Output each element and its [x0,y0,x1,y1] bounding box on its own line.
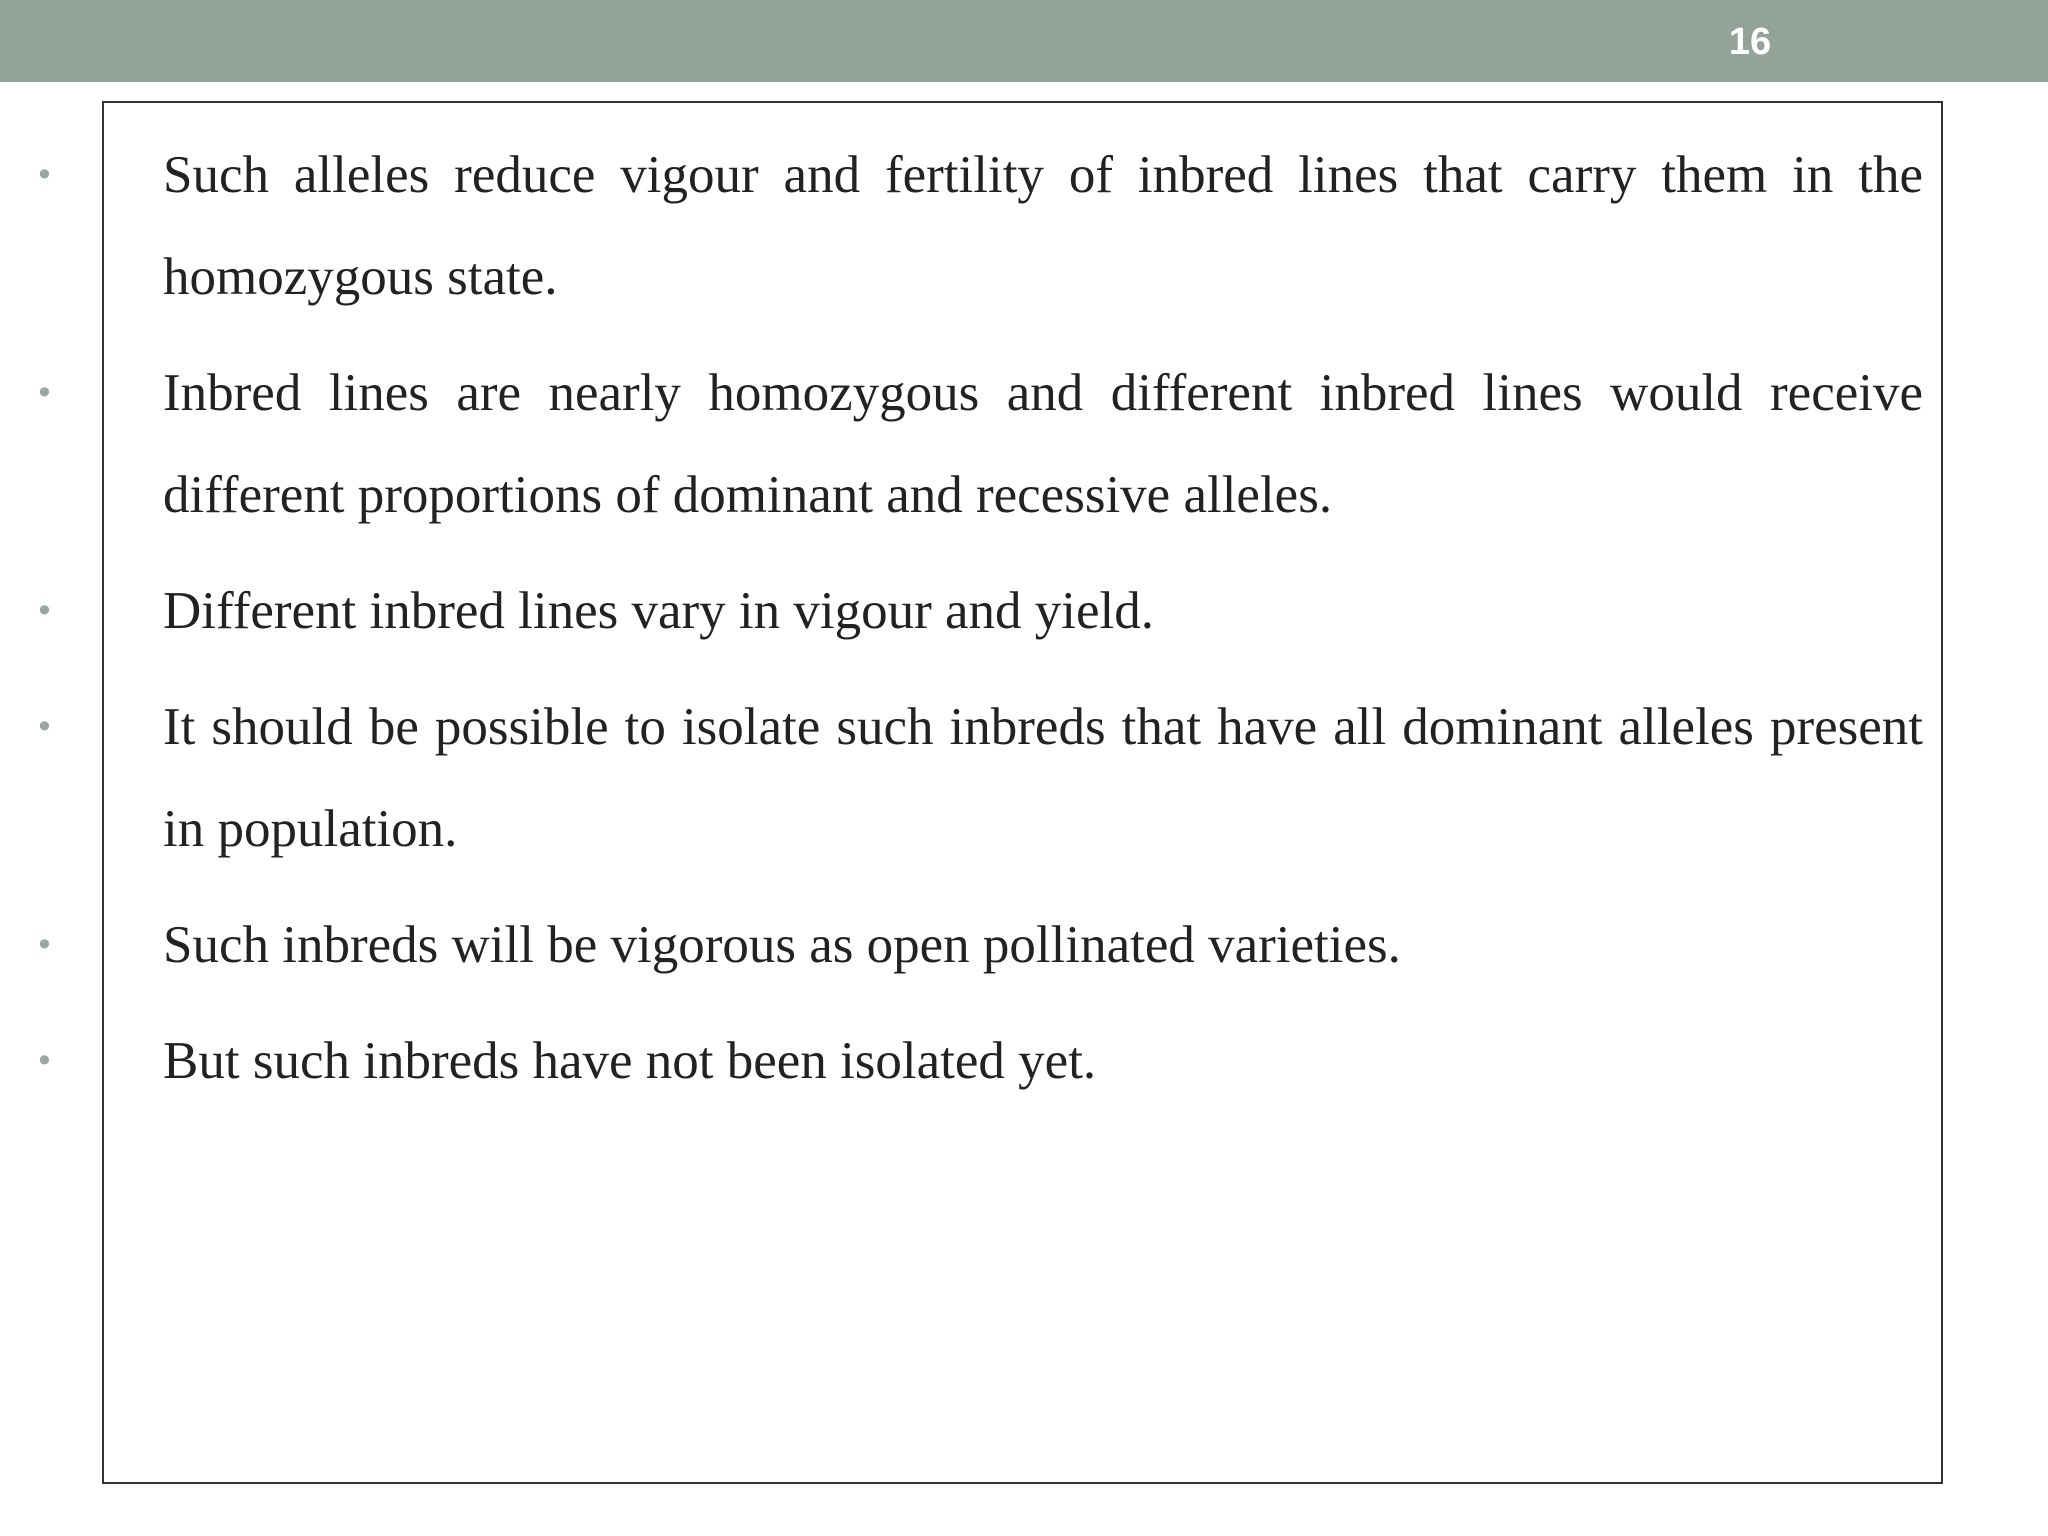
bullet-icon: • [35,374,54,412]
list-item [21,1010,1821,1112]
list-item [21,560,1821,662]
bullet-list [21,124,1923,1112]
bullet-icon: • [35,926,54,964]
bullet-text: Inbred lines are nearly homozygous and different inbred lines would receive different proportions of dominant and recessive alleles. [163,364,1923,524]
bullet-icon: • [35,1042,54,1080]
bullet-text: But such inbreds have not been isolated yet. [163,1032,1097,1090]
header-bar [0,0,2048,82]
list-item [21,342,1923,546]
bullet-text: Such alleles reduce vigour and fertility of inbred lines that carry them in the homozygous state. [163,146,1923,306]
slide-number: 16 [1728,21,1772,63]
bullet-icon: • [35,592,54,630]
bullet-icon: • [35,156,54,194]
bullet-icon: • [35,708,54,746]
list-item [21,894,1821,996]
bullet-text: Such inbreds will be vigorous as open pollinated varieties. [163,916,1401,974]
list-item [21,676,1923,880]
bullet-text: Different inbred lines vary in vigour and yield. [163,582,1155,640]
bullet-text: It should be possible to isolate such inbreds that have all dominant alleles present in population. [163,698,1923,858]
list-item [21,124,1923,328]
